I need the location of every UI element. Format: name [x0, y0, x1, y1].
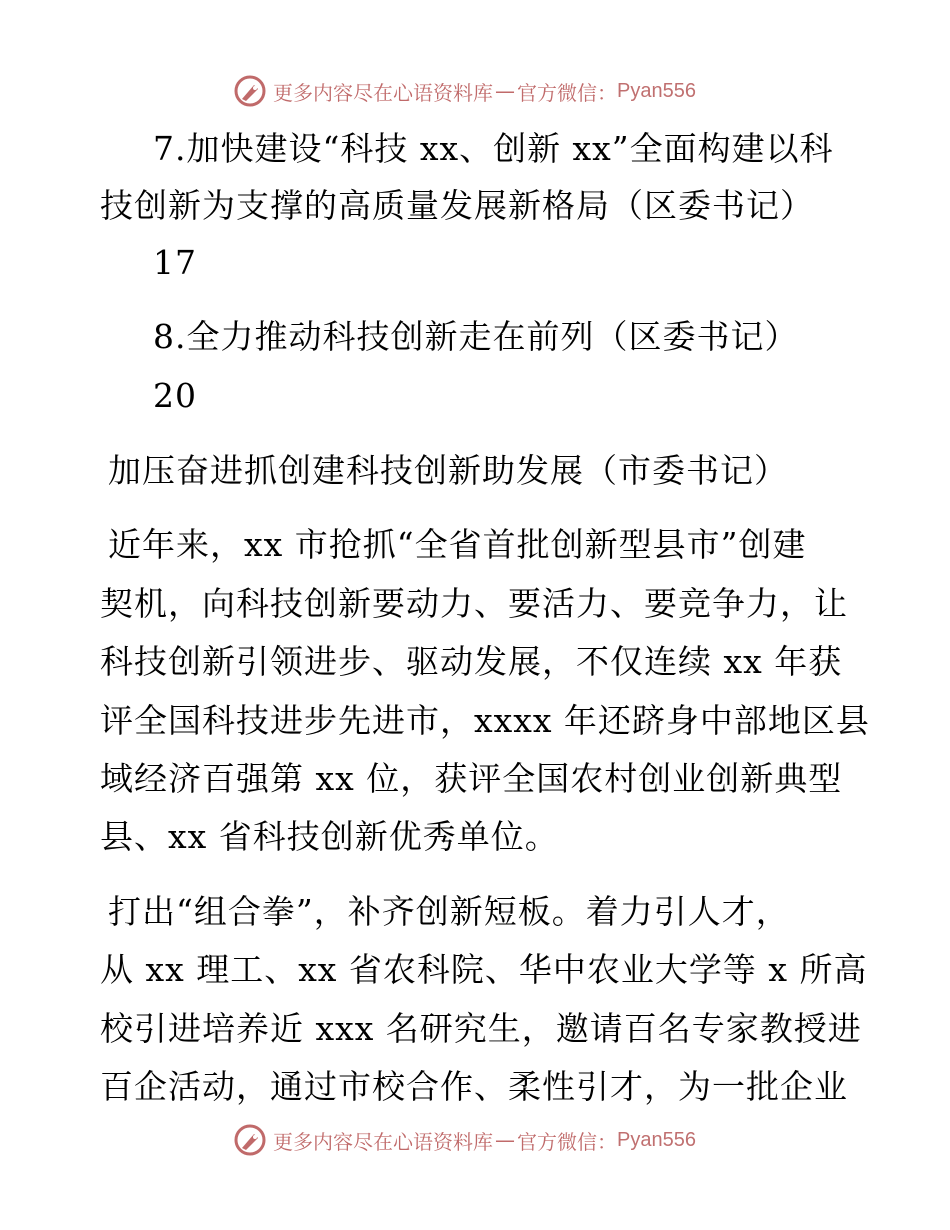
- paragraph-2-line-4: 百企活动，通过市校合作、柔性引才，为一批企业: [100, 1067, 848, 1106]
- watermark-separator: —: [495, 1128, 515, 1152]
- toc-entry-7-line-2: 技创新为支撑的高质量发展新格局（区委书记）: [100, 186, 814, 225]
- section-heading: 加压奋进抓创建科技创新助发展（市委书记）: [108, 451, 788, 490]
- toc-entry-7-page-number: 17: [153, 243, 197, 282]
- watermark-wechat-id: Pyan556: [617, 79, 696, 102]
- paragraph-1-line-1: 近年来，xx 市抢抓“全省首批创新型县市”创建: [108, 525, 807, 564]
- watermark-text: 更多内容尽在心语资料库: [273, 80, 493, 105]
- paragraph-1-line-5: 域经济百强第 xx 位，获评全国农村创业创新典型: [100, 759, 843, 798]
- watermark-separator: —: [495, 79, 515, 103]
- watermark-text: 更多内容尽在心语资料库: [273, 1129, 493, 1154]
- paragraph-1-line-4: 评全国科技进步先进市，xxxx 年还跻身中部地区县: [100, 701, 870, 740]
- paragraph-2-line-3: 校引进培养近 xxx 名研究生，邀请百名专家教授进: [100, 1009, 862, 1048]
- pen-nib-seal-icon: [233, 74, 267, 108]
- watermark-wechat-id: Pyan556: [617, 1128, 696, 1151]
- watermark-wechat-label: 官方微信：: [517, 80, 617, 105]
- paragraph-2-line-2: 从 xx 理工、xx 省农科院、华中农业大学等 x 所高: [100, 950, 868, 989]
- watermark-header: [233, 71, 696, 111]
- paragraph-2-line-1: 打出“组合拳”，补齐创新短板。着力引人才，: [108, 892, 790, 931]
- toc-entry-8: 8.全力推动科技创新走在前列（区委书记）: [153, 317, 799, 356]
- pen-nib-seal-icon: [233, 1123, 267, 1157]
- toc-entry-8-page-number: 20: [153, 376, 197, 415]
- watermark-footer: [233, 1120, 696, 1160]
- paragraph-1-line-2: 契机，向科技创新要动力、要活力、要竞争力，让: [100, 584, 848, 623]
- watermark-wechat-label: 官方微信：: [517, 1129, 617, 1154]
- toc-entry-7-line-1: 7.加快建设“科技 xx、创新 xx”全面构建以科: [153, 129, 834, 168]
- paragraph-1-line-6: 县、xx 省科技创新优秀单位。: [100, 817, 559, 856]
- paragraph-1-line-3: 科技创新引领进步、驱动发展，不仅连续 xx 年获: [100, 642, 843, 681]
